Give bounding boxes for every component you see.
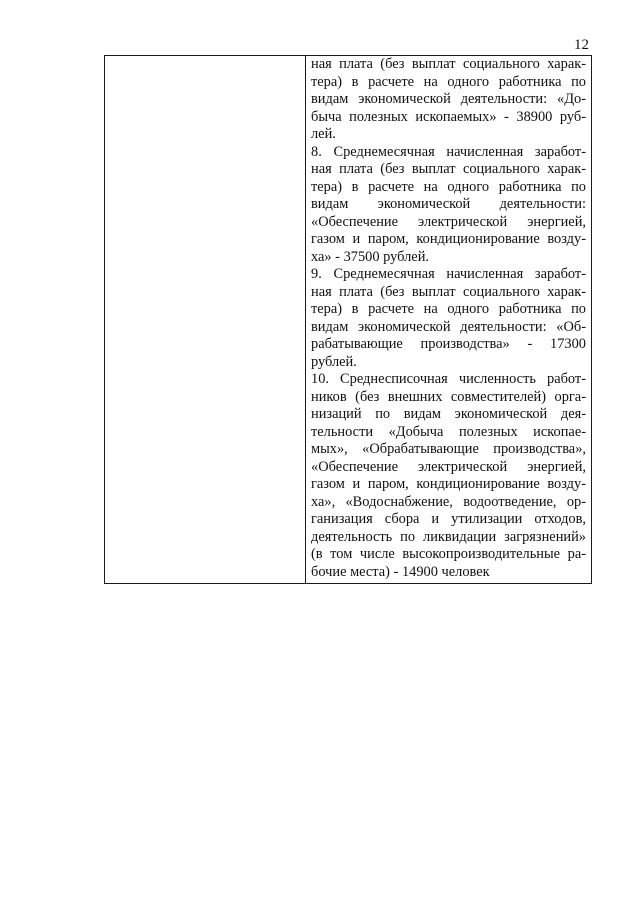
text-line: тера) в расчете на одного работника по bbox=[311, 301, 586, 317]
text-line: газом и паром, кондиционирование возду- bbox=[311, 231, 586, 247]
text-line: быча полезных ископаемых» - 38900 руб- bbox=[311, 108, 586, 125]
text-line: ная плата (без выплат социального харак- bbox=[311, 283, 586, 300]
text-line: мых», «Обрабатывающие производства», bbox=[311, 441, 586, 457]
text-line: «Обеспечение электрической энергией, bbox=[311, 213, 586, 230]
text-line: 10. Среднесписочная численность работ- bbox=[311, 371, 586, 387]
text-line: низаций по видам экономической дея- bbox=[311, 406, 586, 422]
table-right-cell bbox=[306, 56, 591, 583]
text-line: видам экономической деятельности: bbox=[311, 196, 586, 212]
text-line: тера) в расчете на одного работника по bbox=[311, 73, 586, 90]
text-line: 8. Среднемесячная начисленная заработ- bbox=[311, 143, 586, 160]
text-line: видам экономической деятельности: «До- bbox=[311, 91, 586, 107]
text-line: ха» - 37500 рублей. bbox=[311, 248, 429, 265]
text-line: видам экономической деятельности: «Об- bbox=[311, 318, 586, 335]
text-line: ха», «Водоснабжение, водоотведение, ор- bbox=[311, 493, 586, 510]
text-line: рабатывающие производства» - 17300 bbox=[311, 336, 586, 352]
text-line: рублей. bbox=[311, 353, 357, 370]
text-line: лей. bbox=[311, 126, 336, 142]
text-line: 9. Среднемесячная начисленная заработ- bbox=[311, 266, 586, 282]
table-left-cell bbox=[105, 56, 306, 583]
text-line: (в том числе высокопроизводительные ра- bbox=[311, 546, 586, 562]
text-line: ганизация сбора и утилизации отходов, bbox=[311, 511, 586, 527]
text-line: газом и паром, кондиционирование возду- bbox=[311, 476, 586, 492]
text-line: тельности «Добыча полезных ископае- bbox=[311, 423, 586, 440]
text-line: ная плата (без выплат социального харак- bbox=[311, 56, 586, 72]
text-line: деятельность по ликвидации загрязнений» bbox=[311, 528, 586, 545]
page-number: 12 bbox=[574, 37, 589, 53]
text-line: «Обеспечение электрической энергией, bbox=[311, 458, 586, 475]
text-line: тера) в расчете на одного работника по bbox=[311, 178, 586, 195]
text-line: ная плата (без выплат социального харак- bbox=[311, 161, 586, 177]
text-line: бочие места) - 14900 человек bbox=[311, 563, 490, 580]
content-table bbox=[104, 55, 592, 584]
text-line: ников (без внешних совместителей) орга- bbox=[311, 388, 586, 405]
